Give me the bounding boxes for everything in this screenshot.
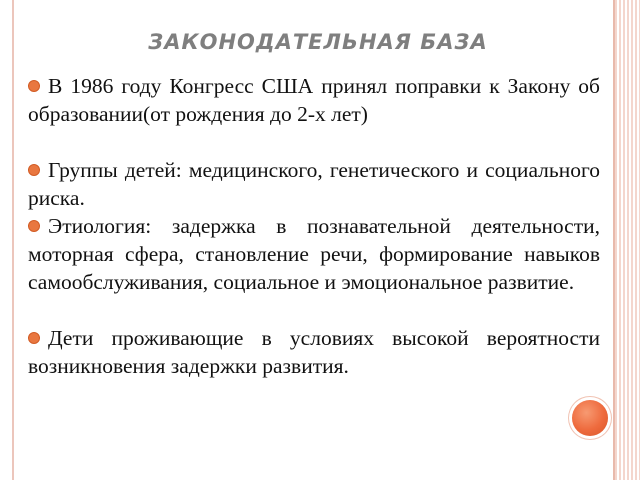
- bullet-marker-icon: [28, 164, 40, 176]
- bullet-text: Дети проживающие в условиях высокой вероятности возникновения задержки развития.: [28, 326, 600, 378]
- bullet-text: Этиология: задержка в познавательной деятельности, моторная сфера, становление речи, формирование навыков самообслуживания, социальное и эмоциональное развитие.: [28, 214, 600, 294]
- bullet-item: [28, 324, 600, 380]
- bullet-text: Группы детей: медицинского, генетического и социального риска.: [28, 158, 600, 210]
- bullet-marker-icon: [28, 220, 40, 232]
- bullet-marker-icon: [28, 332, 40, 344]
- left-decorative-line: [12, 0, 14, 480]
- bullet-marker-icon: [28, 80, 40, 92]
- right-decorative-strip: [615, 0, 640, 480]
- bullet-list: [28, 72, 600, 380]
- slide-title: ЗАКОНОДАТЕЛЬНАЯ БАЗА: [148, 30, 488, 54]
- bullet-item: [28, 212, 600, 296]
- bullet-item: [28, 156, 600, 212]
- bullet-item: [28, 72, 600, 128]
- orange-circle-icon: [572, 400, 608, 436]
- bullet-text: В 1986 году Конгресс США принял поправки к Закону об образовании(от рождения до 2-х лет): [28, 74, 600, 126]
